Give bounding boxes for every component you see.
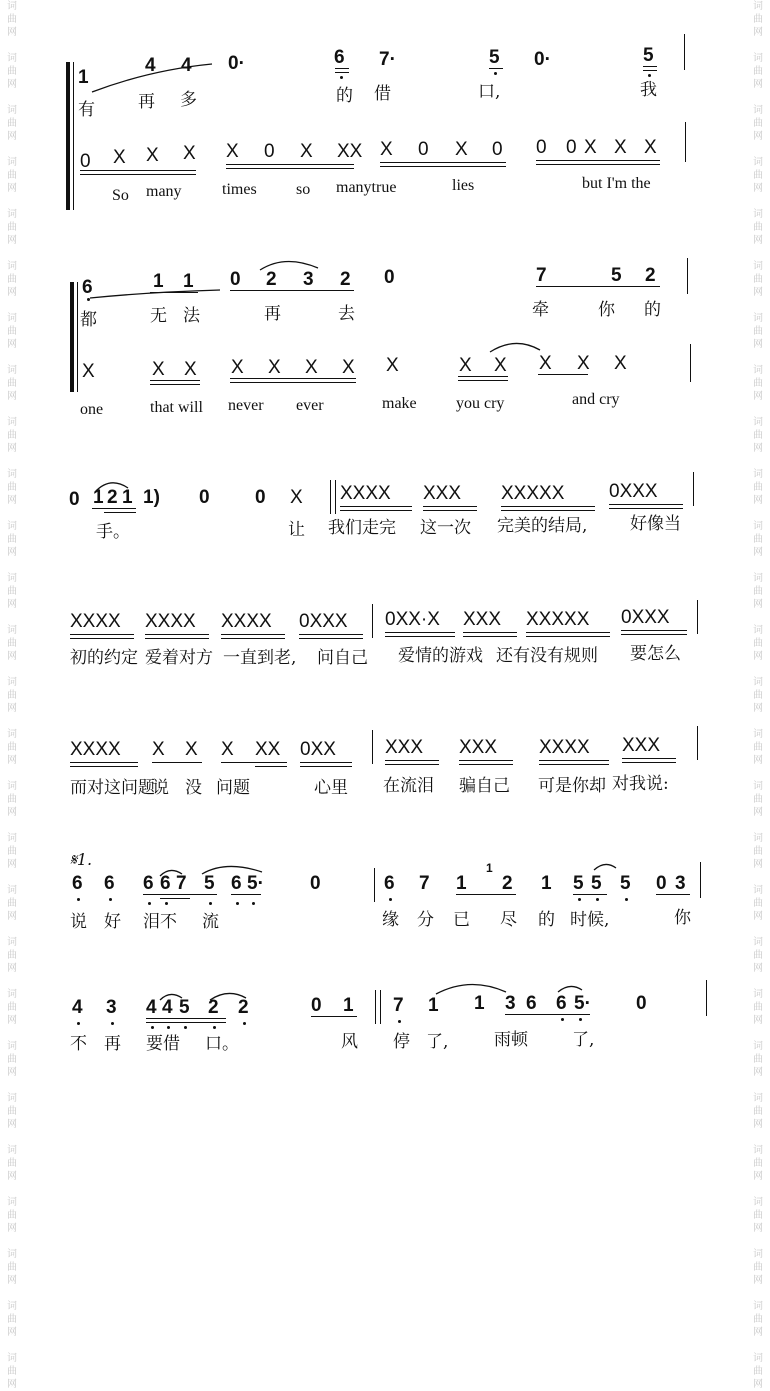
lyric: 问题 <box>216 778 250 798</box>
note: 0 <box>199 487 210 508</box>
note: 6 <box>526 993 537 1014</box>
note: 6 <box>556 993 567 1014</box>
lyric: 我们走完 <box>328 518 396 538</box>
note: 7 <box>536 265 547 286</box>
note: 1 <box>122 487 133 508</box>
note: 7 <box>419 873 430 894</box>
rhythm-group: XXX <box>459 737 498 758</box>
rhythm-mark: X <box>386 355 399 376</box>
note: 2 <box>238 997 249 1018</box>
rhythm-group: X <box>185 739 198 760</box>
lyric-english: so <box>296 181 311 198</box>
lyric: 让 <box>288 520 305 540</box>
lyric: 雨顿 <box>494 1030 528 1050</box>
rhythm-mark: X <box>113 147 126 168</box>
note: 1 <box>153 271 164 292</box>
note: 0 <box>311 995 322 1016</box>
rhythm-mark: X <box>152 359 165 380</box>
lyric: 可是你却 <box>538 776 606 796</box>
rhythm-group: XXXX <box>70 739 121 760</box>
rhythm-group: X <box>221 739 234 760</box>
note: 5 <box>591 873 602 894</box>
rhythm-mark: X <box>459 355 472 376</box>
rhythm-mark: 0 <box>264 141 275 162</box>
lyric-english: but I'm the <box>582 175 651 192</box>
lyric: 流 <box>202 912 219 932</box>
note: 3 <box>106 997 117 1018</box>
lyric: 没 <box>185 778 202 798</box>
rhythm-mark: X <box>644 137 657 158</box>
note: 6 <box>160 873 171 894</box>
lyric: 这一次 <box>420 518 471 538</box>
note: 4 <box>181 55 192 76</box>
rhythm-mark: X <box>494 355 507 376</box>
lyric: 一直到老, <box>223 648 297 668</box>
rhythm-mark: X <box>342 357 355 378</box>
note: 0· <box>534 49 551 70</box>
note: 0 <box>636 993 647 1014</box>
lyric: 说 <box>70 912 87 932</box>
lyric: 尽 <box>500 910 517 930</box>
note: 0 <box>384 267 395 288</box>
segno-marker: 𝄋1. <box>70 850 93 869</box>
lyric-english: that will <box>150 399 203 416</box>
lyric: 对我说: <box>612 774 669 794</box>
rhythm-mark: X <box>184 359 197 380</box>
note: 4 <box>162 997 173 1018</box>
lyric-english: never <box>228 397 264 414</box>
rhythm-group: 0XXX <box>621 607 670 628</box>
lyric: 还有没有规则 <box>496 646 598 666</box>
lyric: 已 <box>453 910 470 930</box>
watermark-left: 词 曲 网 词 曲 网 词 曲 网 词 曲 网 词 曲 网 词 曲 网 词 曲 网 词 曲 网 词 曲 网 词 曲 网 词 曲 网 词 曲 网 词 曲 网 词 曲 网 词 曲 网 词 曲 网 词 曲 网 词 曲 网 词 曲 网 词 曲 网 词 曲 网 词 曲 网 词 曲 网 词 曲 网 词 曲 网 词 曲 网 词 曲 网 <box>7 1 17 1390</box>
rhythm-group: XXX <box>385 737 424 758</box>
lyric: 而对这问题 <box>70 778 155 798</box>
lyric: 我 <box>640 80 657 100</box>
note: 2 <box>208 997 219 1018</box>
lyric-english: you cry <box>456 395 505 412</box>
lyric: 手。 <box>96 522 130 542</box>
lyric: 牵 <box>532 300 549 320</box>
note: 4 <box>146 997 157 1018</box>
note: 2 <box>266 269 277 290</box>
rhythm-mark: X <box>82 361 95 382</box>
rhythm-mark: X <box>305 357 318 378</box>
note: 6 <box>104 873 115 894</box>
lyric: 停 <box>393 1032 410 1052</box>
rhythm-mark: X <box>300 141 313 162</box>
note: 1 <box>183 271 194 292</box>
note: 6 <box>231 873 242 894</box>
note: 6 <box>334 47 345 68</box>
lyric: 要借 <box>146 1034 180 1054</box>
lyric: 时候, <box>570 910 610 930</box>
note: 0 <box>310 873 321 894</box>
rhythm-group: XXXX <box>340 483 391 504</box>
rhythm-group: XXXX <box>145 611 196 632</box>
rhythm-group: XXX <box>622 735 661 756</box>
note: 6 <box>143 873 154 894</box>
rhythm-group: 0XXX <box>299 611 348 632</box>
note: 6 <box>82 277 93 298</box>
rhythm-group: XXXXX <box>501 483 565 504</box>
rhythm-mark: X <box>268 357 281 378</box>
lyric-english: times <box>222 181 257 198</box>
lyric: 去 <box>338 304 355 324</box>
lyric: 了, <box>426 1032 449 1052</box>
rhythm-group: 0XX <box>300 739 336 760</box>
rhythm-mark: X <box>183 143 196 164</box>
lyric-english: manytrue <box>336 179 397 196</box>
rhythm-mark: X <box>226 141 239 162</box>
note: 1 <box>93 487 104 508</box>
rhythm-mark: 0 <box>536 137 547 158</box>
note: 5 <box>179 997 190 1018</box>
rhythm-mark: X <box>455 139 468 160</box>
lyric-english: and cry <box>572 391 620 408</box>
note: 3 <box>303 269 314 290</box>
note: 2 <box>645 265 656 286</box>
grace-note: 1 <box>486 861 493 875</box>
lyric: 不 <box>70 1034 87 1054</box>
rhythm-mark: 0 <box>80 151 91 172</box>
note: 5 <box>573 873 584 894</box>
rhythm-group: XXX <box>463 609 502 630</box>
lyric: 初的约定 <box>70 648 138 668</box>
lyric: 了, <box>572 1030 595 1050</box>
lyric: 要怎么 <box>630 644 681 664</box>
rhythm-group: X <box>152 739 165 760</box>
rhythm-mark: 0 <box>566 137 577 158</box>
rhythm-mark: 0 <box>492 139 503 160</box>
note: 1) <box>143 487 160 508</box>
note: 3 <box>505 993 516 1014</box>
lyric: 分 <box>417 910 434 930</box>
lyric: 风 <box>341 1032 358 1052</box>
lyric: 的 <box>538 910 555 930</box>
lyric-english: many <box>146 183 182 200</box>
rhythm-group: XXXX <box>539 737 590 758</box>
note: 5· <box>574 993 591 1014</box>
rhythm-mark: X <box>231 357 244 378</box>
rhythm-mark: XX <box>337 141 363 162</box>
lyric: 多 <box>180 90 197 110</box>
lyric: 在流泪 <box>383 776 434 796</box>
note: 1 <box>343 995 354 1016</box>
lyric: 完美的结局, <box>497 516 588 536</box>
note: 0 <box>230 269 241 290</box>
lyric: 都 <box>80 310 97 330</box>
lyric: 你 <box>674 908 691 928</box>
lyric-english: ever <box>296 397 324 414</box>
note: 5 <box>643 45 654 66</box>
note: 7 <box>176 873 187 894</box>
lyric: 法 <box>183 306 200 326</box>
note: 1 <box>474 993 485 1014</box>
note: 5 <box>204 873 215 894</box>
lyric: 再 <box>104 1034 121 1054</box>
lyric: 无 <box>150 306 167 326</box>
note: 4 <box>72 997 83 1018</box>
rhythm-mark: X <box>146 145 159 166</box>
note: 2 <box>502 873 513 894</box>
note: 6 <box>384 873 395 894</box>
lyric: 有 <box>78 100 95 120</box>
note: 7 <box>393 995 404 1016</box>
note: 3 <box>675 873 686 894</box>
rhythm-mark: 0 <box>418 139 429 160</box>
rhythm-mark: X <box>614 353 627 374</box>
rhythm-group: XXXXX <box>526 609 590 630</box>
note: 5 <box>489 47 500 68</box>
lyric-english: one <box>80 401 104 418</box>
note: 0 <box>69 489 80 510</box>
lyric-english: lies <box>452 177 475 194</box>
note: 1 <box>78 67 89 88</box>
lyric-english: make <box>382 395 417 412</box>
note: 0· <box>228 53 245 74</box>
note: 5 <box>611 265 622 286</box>
lyric: 问自己 <box>317 648 368 668</box>
note: 1 <box>456 873 467 894</box>
note: 6 <box>72 873 83 894</box>
note: 2 <box>107 487 118 508</box>
rhythm-group: XXXX <box>221 611 272 632</box>
lyric: 借 <box>374 84 391 104</box>
rhythm-group: XXXX <box>70 611 121 632</box>
note: 0 <box>255 487 266 508</box>
lyric: 说 <box>152 778 169 798</box>
lyric: 再 <box>264 304 281 324</box>
lyric: 的 <box>336 86 353 106</box>
note: 7· <box>379 49 396 70</box>
lyric: 心里 <box>314 778 348 798</box>
rhythm-mark: X <box>614 137 627 158</box>
lyric-english: So <box>112 187 129 204</box>
lyric: 爱情的游戏 <box>398 646 483 666</box>
rhythm-group: 0XX·X <box>385 609 440 630</box>
note: 0 <box>656 873 667 894</box>
lyric: 的 <box>644 300 661 320</box>
lyric: 缘 <box>382 910 399 930</box>
note: 5· <box>247 873 264 894</box>
rhythm-mark: X <box>380 139 393 160</box>
rhythm-mark: X <box>577 353 590 374</box>
note: 1 <box>541 873 552 894</box>
lyric: 骗自己 <box>459 776 510 796</box>
lyric: 口。 <box>205 1034 239 1054</box>
lyric: 泪不 <box>143 912 177 932</box>
rhythm-group: XXX <box>423 483 462 504</box>
rhythm-group: 0XXX <box>609 481 658 502</box>
rhythm-group: XX <box>255 739 281 760</box>
note: 5 <box>620 873 631 894</box>
lyric: 爱着对方 <box>145 648 213 668</box>
rhythm-mark: X <box>584 137 597 158</box>
lyric: 你 <box>598 300 615 320</box>
note: 2 <box>340 269 351 290</box>
lyric: 口, <box>478 82 501 102</box>
note: 1 <box>428 995 439 1016</box>
rhythm-mark: X <box>539 353 552 374</box>
watermark-right: 词 曲 网 词 曲 网 词 曲 网 词 曲 网 词 曲 网 词 曲 网 词 曲 网 词 曲 网 词 曲 网 词 曲 网 词 曲 网 词 曲 网 词 曲 网 词 曲 网 词 曲 网 词 曲 网 词 曲 网 词 曲 网 词 曲 网 词 曲 网 词 曲 网 词 曲 网 词 曲 网 词 曲 网 词 曲 网 词 曲 网 词 曲 网 <box>753 1 763 1390</box>
rhythm-mark: X <box>290 487 303 508</box>
note: 4 <box>145 55 156 76</box>
lyric: 好 <box>104 912 121 932</box>
lyric: 好像当 <box>630 514 681 534</box>
lyric: 再 <box>138 92 155 112</box>
